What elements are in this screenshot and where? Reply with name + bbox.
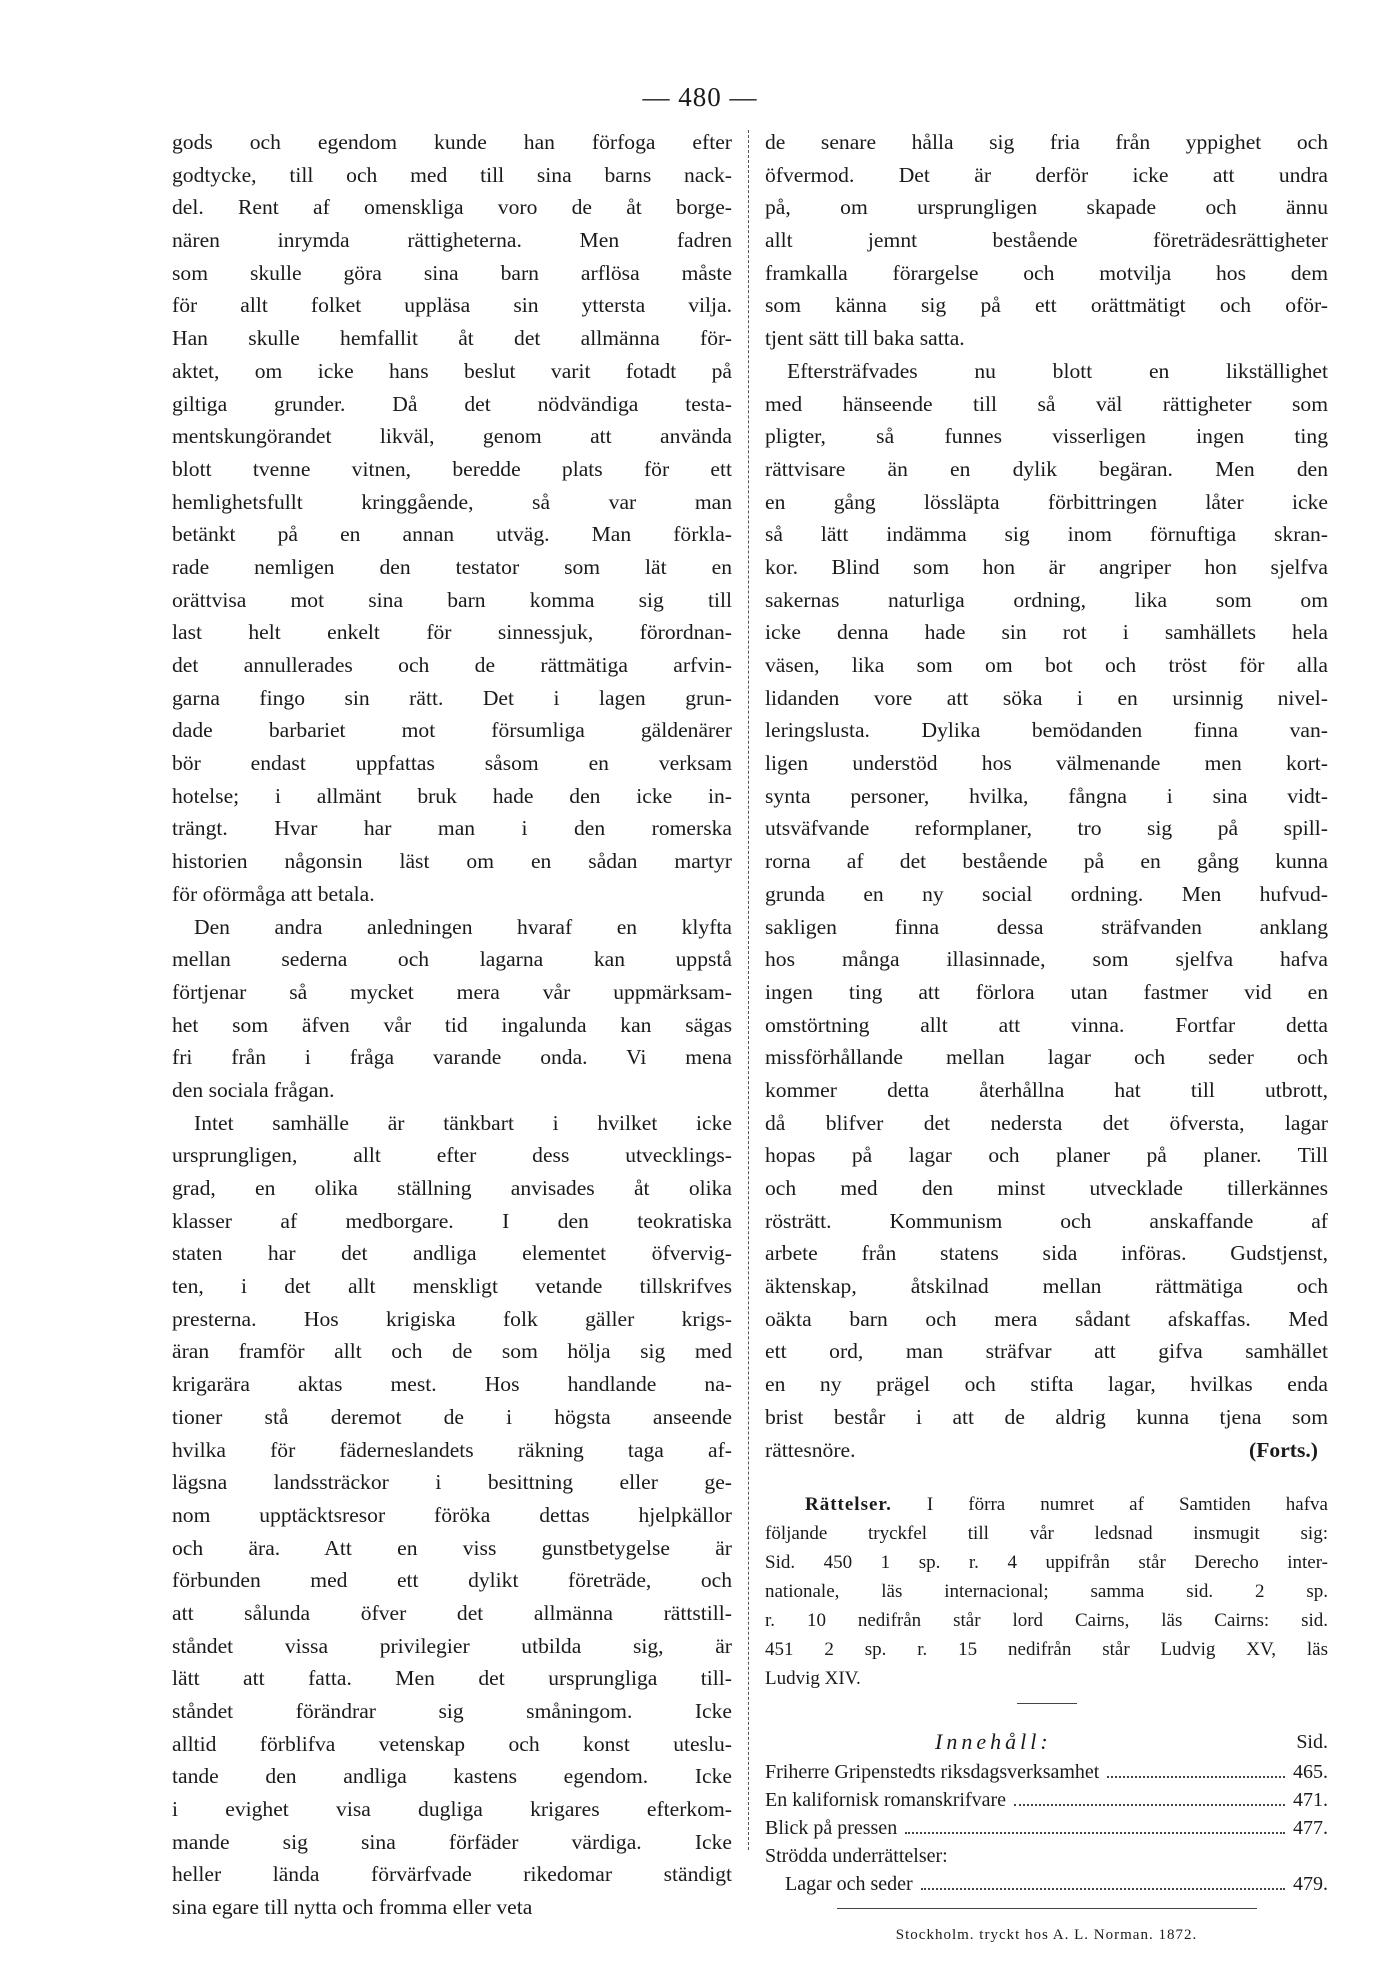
contents	[765, 1728, 1328, 1898]
errata-body	[765, 1519, 1328, 1693]
text-line: synta personer, hvilka, fångna i sina vidt-	[765, 783, 1328, 808]
text-line: sakernas naturliga ordning, lika som om	[765, 587, 1328, 612]
text-line: förbunden med ett dylikt företräde, och	[172, 1568, 732, 1593]
section-rule	[1017, 1703, 1077, 1704]
text-line: som skulle göra sina barn arflösa måste	[172, 260, 732, 285]
text-line: icke denna hade sin rot i samhällets hela	[765, 620, 1328, 645]
text-line: för allt folket uppläsa sin yttersta vilja.	[172, 293, 732, 318]
contents-title: Innehåll:	[935, 1729, 1052, 1755]
text-line: oäkta barn och mera sådant afskaffas. Med	[765, 1306, 1328, 1331]
continued-marker: (Forts.)	[1249, 1437, 1318, 1462]
errata-line: Ludvig XIV.	[765, 1668, 861, 1690]
text-line: ståndet förändrar sig småningom. Icke	[172, 1699, 732, 1723]
text-line: äktenskap, åtskilnad mellan rättmätiga och	[765, 1274, 1328, 1299]
text-line: den sociala frågan.	[172, 1077, 335, 1102]
text-line: leringslusta. Dylika bemödanden finna van-	[765, 718, 1328, 743]
contents-entry-page: 477.	[1293, 1817, 1328, 1840]
text-line: utsväfvande reformplaner, tro sig på spill-	[765, 816, 1328, 841]
text-line: att sålunda öfver det allmänna rättstill-	[172, 1600, 732, 1625]
text-line: på, om ursprungligen skapade och ännu	[765, 195, 1328, 220]
text-line: trängt. Hvar har man i den romerska	[172, 816, 732, 841]
text-line: ursprungligen, allt efter dess utvecklings-	[172, 1143, 732, 1168]
text-line: rösträtt. Kommunism och anskaffande af	[765, 1208, 1328, 1233]
text-line: lägsna landssträckor i besittning eller ge-	[172, 1470, 732, 1495]
text-line: mande sig sina förfäder värdiga. Icke	[172, 1829, 732, 1854]
text-line: hos många illasinnade, som sjelfva hafva	[765, 947, 1328, 972]
text-line: ett ord, man sträfvar att gifva samhället	[765, 1339, 1328, 1364]
text-line: del. Rent af omenskliga voro de åt borge-	[172, 195, 732, 220]
contents-entry-title: Lagar och seder	[785, 1873, 913, 1896]
text-line: nom upptäcktsresor föröka dettas hjelpkällor	[172, 1502, 732, 1527]
text-line: hemlighetsfullt kringgående, så var man	[172, 489, 732, 514]
text-line: orättvisa mot sina barn komma sig till	[172, 587, 732, 612]
text-line: det annullerades och de rättmätiga arfvin-	[172, 653, 732, 677]
text-line: arbete från statens sida införas. Gudstjenst,	[765, 1241, 1328, 1266]
column-divider	[748, 130, 749, 1850]
text-line: tioner stå deremot de i högsta anseende	[172, 1404, 732, 1429]
errata-line: Sid. 450 1 sp. r. 4 uppifrån står Derecho inter-	[765, 1552, 1328, 1574]
text-line: fri från i fråga varande onda. Vi mena	[172, 1045, 732, 1070]
text-line: öfvermod. Det är derför icke att undra	[765, 162, 1328, 187]
text-line: och med den minst utvecklade tillerkännes	[765, 1176, 1328, 1200]
text-line: betänkt på en annan utväg. Man förkla-	[172, 522, 732, 547]
errata-first-line	[765, 1490, 1328, 1519]
text-line: rättvisare än en dylik begäran. Men den	[765, 456, 1328, 481]
text-line: då blifver det nedersta det öfversta, lagar	[765, 1110, 1328, 1135]
text-line: hotelse; i allmänt bruk hade den icke in-	[172, 783, 732, 808]
text-line: ligen understöd hos välmenande men kort-	[765, 751, 1328, 776]
text-line: historien någonsin läst om en sådan martyr	[172, 849, 732, 874]
contents-entry	[765, 1814, 1328, 1842]
imprint-rule	[837, 1908, 1257, 1909]
contents-entries	[765, 1758, 1328, 1898]
text-line: nären inrymda rättigheterna. Men fadren	[172, 228, 732, 253]
text-line: godtycke, till och med till sina barns nack-	[172, 162, 732, 187]
contents-entry	[765, 1758, 1328, 1786]
text-line: krigarära aktas mest. Hos handlande na-	[172, 1372, 732, 1397]
text-line: Eftersträfvades nu blott en likställighet	[787, 358, 1328, 383]
leader-dots	[921, 1870, 1285, 1890]
text-line: med hänseende till så väl rättigheter som	[765, 391, 1328, 416]
contents-entry	[765, 1842, 1328, 1870]
text-line: missförhållande mellan lagar och seder och	[765, 1045, 1328, 1070]
text-line: hopas på lagar och planer på planer. Till	[765, 1143, 1328, 1168]
right-column-last-line: rättesnöre.	[765, 1437, 856, 1462]
text-line: blott tvenne vitnen, beredde plats för ett	[172, 456, 732, 481]
text-line: hvilka för fäderneslandets räkning taga af-	[172, 1437, 732, 1462]
contents-entry-page: 471.	[1293, 1789, 1328, 1812]
text-line: grunda en ny social ordning. Men hufvud-	[765, 881, 1328, 906]
imprint: Stockholm. tryckt hos A. L. Norman. 1872.	[895, 1927, 1198, 1944]
text-line: Intet samhälle är tänkbart i hvilket icke	[194, 1110, 732, 1135]
text-line: sakligen finna dessa sträfvanden anklang	[765, 914, 1328, 939]
text-line: rade nemligen den testator som lät en	[172, 554, 732, 579]
left-column	[172, 126, 732, 1924]
text-line: mentskungörandet likväl, genom att använda	[172, 424, 732, 449]
text-line: rorna af det bestående på en gång kunna	[765, 849, 1328, 874]
text-line: gods och egendom kunde han förfoga efter	[172, 130, 732, 154]
contents-entry	[765, 1786, 1328, 1814]
text-line: Han skulle hemfallit åt det allmänna för-	[172, 326, 732, 351]
errata-line: r. 10 nedifrån står lord Cairns, läs Cairns: sid.	[765, 1610, 1328, 1632]
text-line: brist består i att de aldrig kunna tjena som	[765, 1404, 1328, 1429]
text-line: het som äfven vår tid ingalunda kan sägas	[172, 1012, 732, 1037]
text-line: Den andra anledningen hvaraf en klyfta	[194, 914, 732, 939]
contents-header	[765, 1728, 1328, 1756]
errata	[765, 1490, 1328, 1693]
contents-entry-title: En kalifornisk romanskrifvare	[765, 1789, 1007, 1812]
text-line: äran framför allt och de som hölja sig med	[172, 1339, 732, 1364]
right-column-text	[765, 126, 1328, 1434]
contents-entry-title: Blick på pressen	[765, 1817, 898, 1840]
errata-line: I förra numret af Samtiden hafva	[926, 1494, 1328, 1516]
continued-line	[765, 1434, 1328, 1467]
text-line: så lätt indämma sig inom förnuftiga skran-	[765, 522, 1328, 547]
text-line: heller lända förvärfvade rikedomar ständigt	[172, 1862, 732, 1887]
text-line: alltid förblifva vetenskap och konst uteslu-	[172, 1731, 732, 1756]
text-line: kommer detta återhållna hat till utbrott,	[765, 1077, 1328, 1102]
errata-line: 451 2 sp. r. 15 nedifrån står Ludvig XV, läs	[765, 1639, 1328, 1661]
text-line: de senare hålla sig fria från yppighet och	[765, 130, 1328, 154]
text-line: en gång lössläpta förbittringen låter icke	[765, 489, 1328, 514]
text-line: pligter, så funnes visserligen ingen ting	[765, 424, 1328, 449]
text-line: grad, en olika ställning anvisades åt olika	[172, 1176, 732, 1200]
text-line: sina egare till nytta och fromma eller veta	[172, 1895, 533, 1920]
contents-page-label: Sid.	[1296, 1731, 1328, 1754]
text-line: garna fingo sin rätt. Det i lagen grun-	[172, 685, 732, 710]
contents-entry-page: 479.	[1293, 1873, 1328, 1896]
contents-entry	[765, 1870, 1328, 1898]
text-line: framkalla förargelse och motvilja hos dem	[765, 260, 1328, 285]
text-line: allt jemnt bestående företrädesrättigheter	[765, 228, 1328, 253]
contents-entry-page: 465.	[1293, 1761, 1328, 1784]
errata-line: följande tryckfel till vår ledsnad insmugit sig:	[765, 1523, 1328, 1545]
text-line: staten har det andliga elementet öfvervig-	[172, 1241, 732, 1266]
text-line: presterna. Hos krigiska folk gäller krigs-	[172, 1306, 732, 1331]
leader-dots	[1014, 1786, 1285, 1806]
errata-heading: Rättelser.	[805, 1494, 892, 1516]
text-line: ståndet vissa privilegier utbilda sig, är	[172, 1633, 732, 1658]
text-line: dade barbariet mot försumliga gäldenärer	[172, 718, 732, 743]
leader-dots	[905, 1814, 1285, 1834]
right-column	[765, 126, 1328, 1952]
text-line: tjent sätt till baka satta.	[765, 326, 965, 351]
text-line: förtjenar så mycket mera vår uppmärksam-	[172, 979, 732, 1004]
text-line: för oförmåga att betala.	[172, 881, 375, 906]
page-number: — 480 —	[642, 82, 758, 112]
leader-dots	[1107, 1758, 1285, 1778]
text-line: i evighet visa dugliga krigares efterkom-	[172, 1797, 732, 1822]
text-line: en ny prägel och stifta lagar, hvilkas enda	[765, 1372, 1328, 1397]
text-line: ingen ting att förlora utan fastmer vid en	[765, 979, 1328, 1004]
text-line: och ära. Att en viss gunstbetygelse är	[172, 1535, 732, 1560]
text-line: tande den andliga kastens egendom. Icke	[172, 1764, 732, 1789]
text-line: kor. Blind som hon är angriper hon sjelfva	[765, 554, 1328, 579]
contents-entry-title: Friherre Gripenstedts riksdagsverksamhet	[765, 1761, 1100, 1784]
text-line: som känna sig på ett orättmätigt och oför-	[765, 293, 1328, 318]
text-line: ten, i det allt menskligt vetande tillskrifves	[172, 1274, 732, 1299]
contents-entry-title: Strödda underrättelser:	[765, 1845, 948, 1868]
errata-line: nationale, läs internacional; samma sid. 2 sp.	[765, 1581, 1328, 1603]
text-line: bör endast uppfattas såsom en verksam	[172, 751, 732, 776]
text-line: giltiga grunder. Då det nödvändiga testa-	[172, 391, 732, 416]
text-line: lätt att fatta. Men det ursprungliga till-	[172, 1666, 732, 1691]
text-line: väsen, lika som om bot och tröst för alla	[765, 653, 1328, 677]
text-line: omstörtning allt att vinna. Fortfar detta	[765, 1012, 1328, 1037]
text-line: klasser af medborgare. I den teokratiska	[172, 1208, 732, 1233]
text-line: aktet, om icke hans beslut varit fotadt på	[172, 358, 732, 383]
text-line: mellan sederna och lagarna kan uppstå	[172, 947, 732, 972]
text-line: lidanden vore att söka i en ursinnig nivel-	[765, 685, 1328, 710]
text-line: last helt enkelt för sinnessjuk, förordnan-	[172, 620, 732, 645]
